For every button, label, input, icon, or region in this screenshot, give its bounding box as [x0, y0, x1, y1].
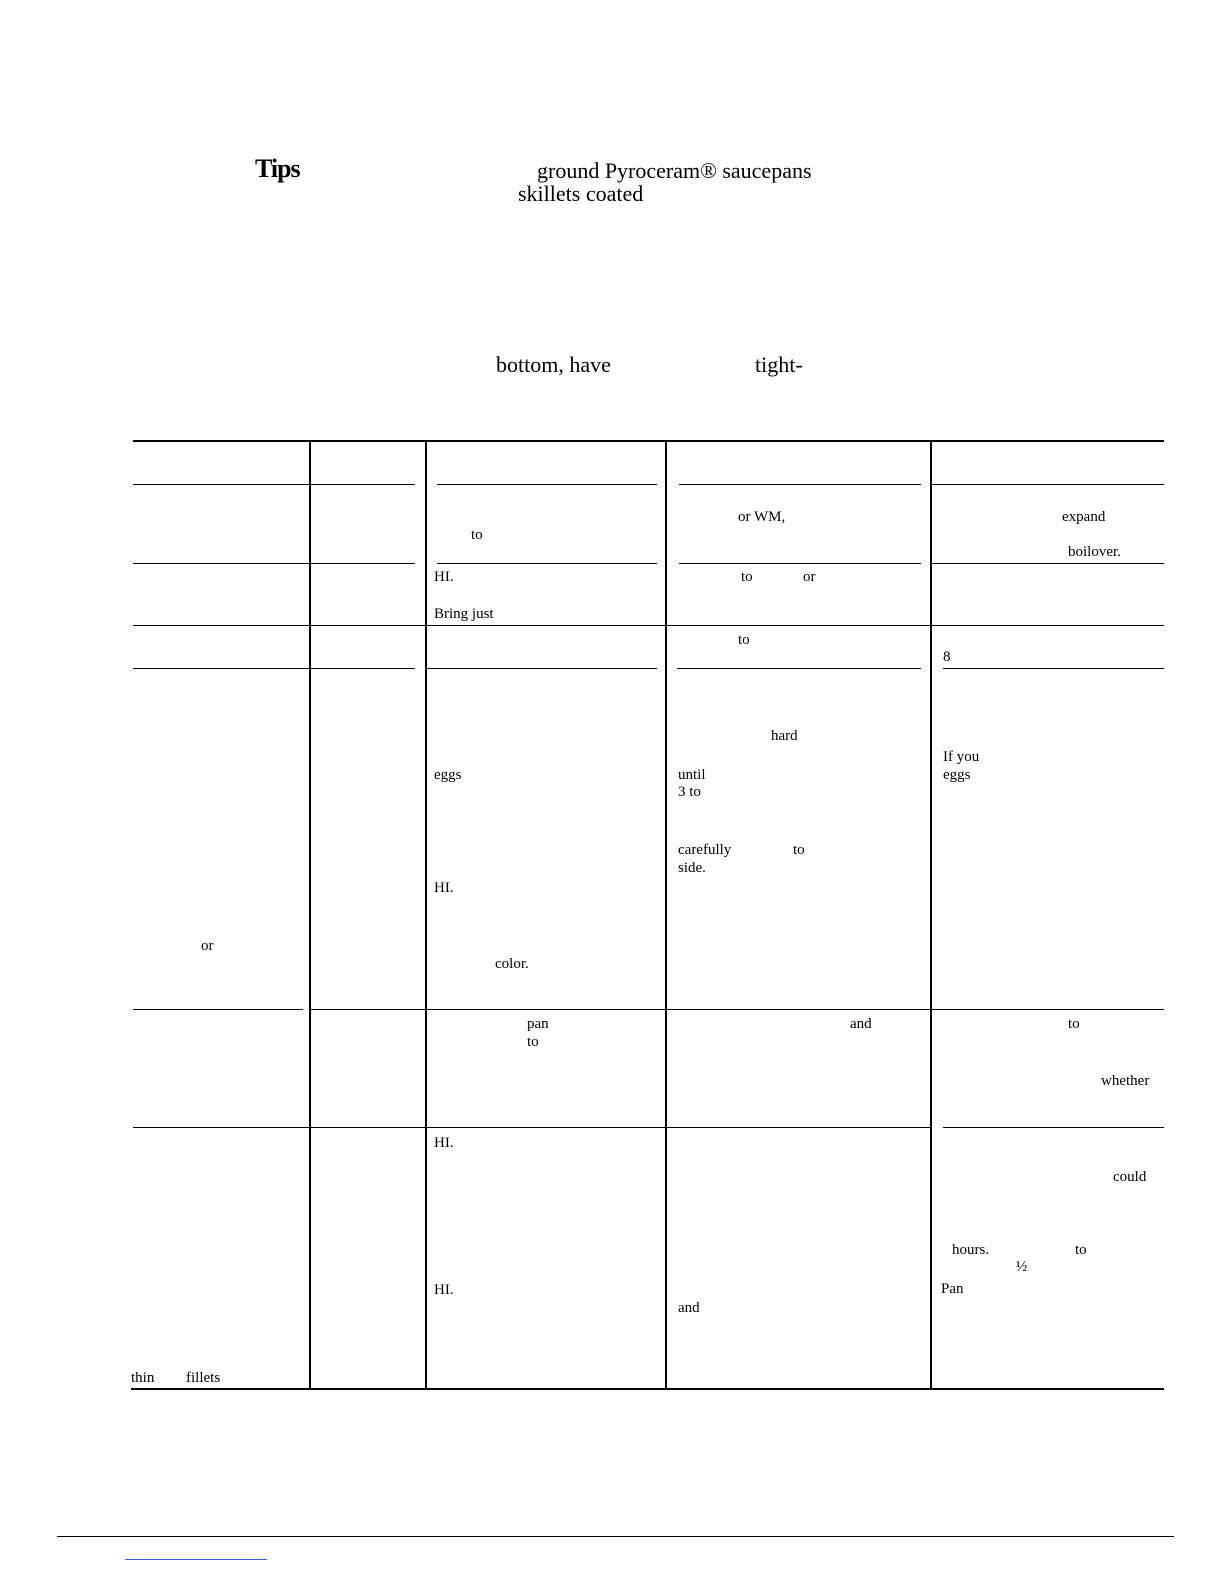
cell-text: could — [1113, 1169, 1147, 1185]
cell-text: fillets — [186, 1370, 221, 1386]
rule — [133, 668, 415, 669]
footer-link-underline — [125, 1559, 267, 1560]
rule — [677, 668, 921, 669]
cell-text: to — [471, 527, 483, 543]
header-line-2: skillets coated — [518, 181, 644, 206]
cell-text: pan — [527, 1016, 549, 1032]
rule — [437, 484, 657, 485]
cell-text: and — [678, 1300, 700, 1316]
cell-text: HI. — [434, 1282, 454, 1298]
rule — [679, 484, 921, 485]
section-title: Tips — [255, 154, 300, 183]
cell-text: HI. — [434, 1135, 454, 1151]
cell-text: to — [1068, 1016, 1080, 1032]
cell-text: ½ — [1016, 1259, 1028, 1275]
rule — [943, 1127, 1164, 1128]
cell-text: until — [678, 767, 706, 783]
header-line-3: bottom, have — [496, 352, 611, 377]
cell-text: 3 to — [678, 784, 701, 800]
cell-text: HI. — [434, 569, 454, 585]
rule — [425, 668, 657, 669]
header-line-1: ground Pyroceram® saucepans — [537, 158, 812, 183]
cell-text: HI. — [434, 880, 454, 896]
rule — [133, 625, 1164, 626]
cell-text: to — [741, 569, 753, 585]
cell-text: whether — [1101, 1073, 1150, 1089]
rule — [931, 484, 1164, 485]
cell-text: eggs — [943, 767, 971, 783]
rule — [943, 668, 1164, 669]
column-divider-4 — [930, 440, 932, 1389]
rule — [679, 563, 921, 564]
cell-text: or — [803, 569, 816, 585]
column-divider-2 — [425, 440, 427, 1389]
cell-text: expand — [1062, 509, 1106, 525]
cell-text: eggs — [434, 767, 462, 783]
table-bottom-rule-right — [679, 1388, 1164, 1390]
header-line-3b: tight- — [755, 352, 803, 377]
table-top-rule-left — [133, 440, 303, 442]
rule — [437, 563, 657, 564]
cell-text: color. — [495, 956, 529, 972]
rule — [309, 1009, 1164, 1010]
rule — [133, 1009, 303, 1010]
footer-rule — [57, 1536, 1174, 1537]
cell-text: or — [201, 938, 214, 954]
cell-text: hours. — [952, 1242, 990, 1258]
cell-text: 8 — [943, 649, 951, 665]
cell-text: to — [1075, 1242, 1087, 1258]
cell-text: carefully — [678, 842, 732, 858]
rule — [133, 484, 415, 485]
table-top-rule-right — [303, 440, 1164, 442]
cell-text: Bring just — [434, 606, 494, 622]
cell-text: to — [738, 632, 750, 648]
column-divider-1 — [309, 440, 311, 1389]
rule — [931, 563, 1164, 564]
cell-text: and — [850, 1016, 872, 1032]
cell-text: to — [793, 842, 805, 858]
rule — [133, 563, 415, 564]
rule — [133, 1127, 930, 1128]
cell-text: thin — [131, 1370, 155, 1386]
cell-text: to — [527, 1034, 539, 1050]
cell-text: If you — [943, 749, 980, 765]
cell-text: Pan — [941, 1281, 964, 1297]
cell-text: or WM, — [738, 509, 786, 525]
table-bottom-rule — [131, 1388, 679, 1390]
cell-text: hard — [771, 728, 798, 744]
column-divider-3 — [665, 440, 667, 1389]
cell-text: side. — [678, 860, 706, 876]
cell-text: boilover. — [1068, 544, 1121, 560]
